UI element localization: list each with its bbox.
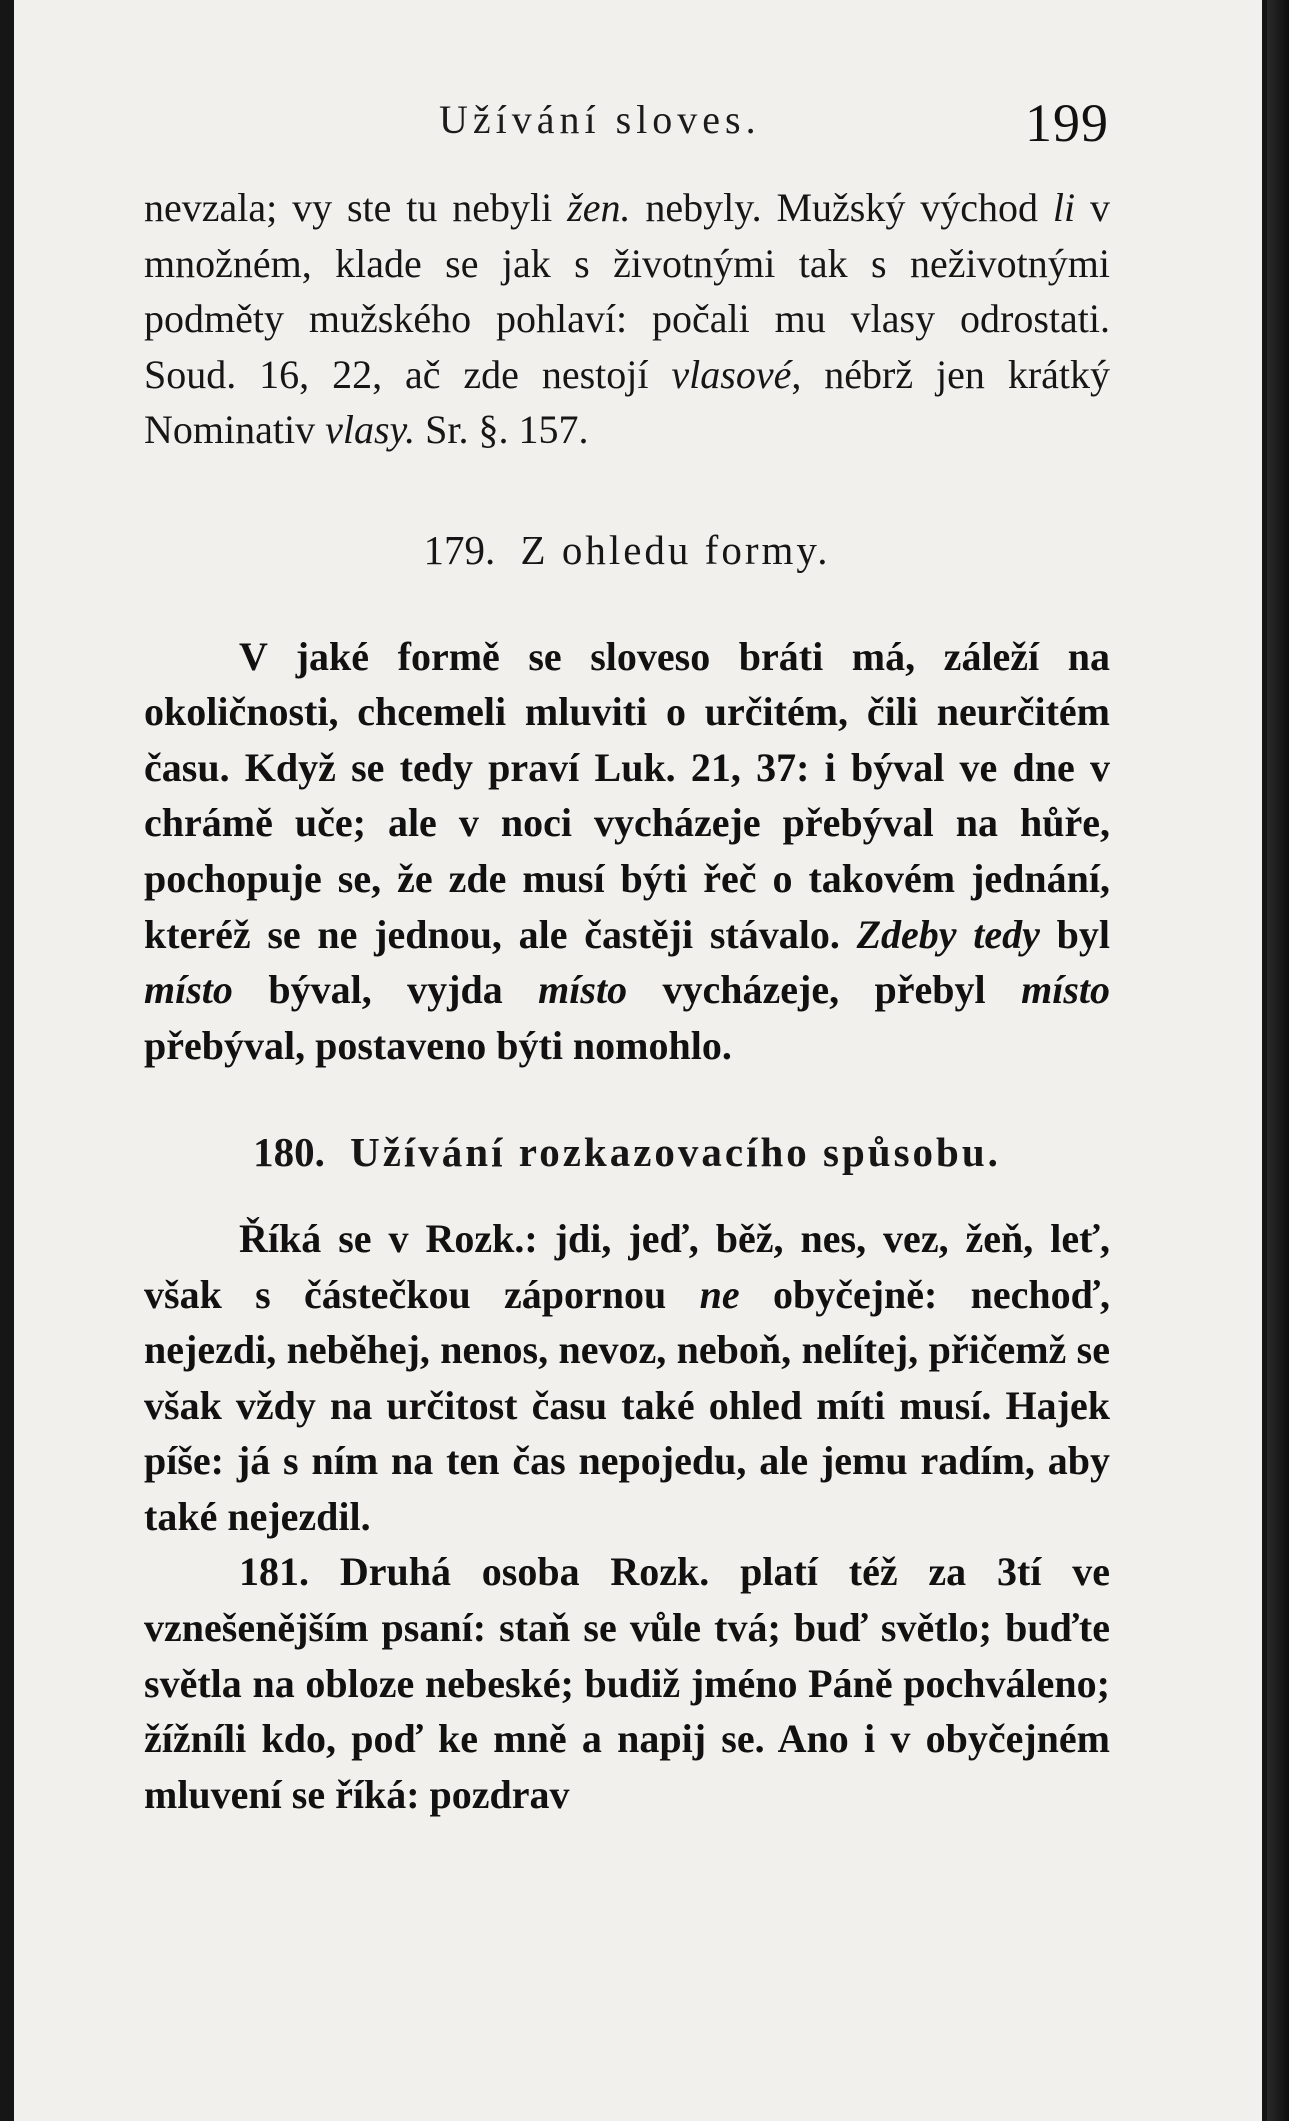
section-179-paragraph: V jaké formě se sloveso bráti má, záleží na okoličnosti, chcemeli mluviti o určitém, čili neurčitém času. Když se tedy praví Luk. 21, 37: i býval ve dne v chrámě uče; ale v noci vycházeje přebýval na hůře, pochopuje se, že zde musí býti řeč o takovém jednání, kteréž se ne jednou, ale častěji stávalo. Zdeby tedy byl místo býval, vyjda místo vycházeje, přebyl místo přebýval, postaveno býti nomohlo. <box>144 633 1111 1068</box>
section-181-number: 181. <box>239 1549 309 1595</box>
running-head <box>139 92 1109 162</box>
section-181-paragraph: 181. Druhá osoba Rozk. platí též za 3tí ve vznešenějším psaní: staň se vůle tvá; buď světlo; buďte světla na obloze nebeské; budiž jméno Páně pochváleno; žížníli kdo, poď ke mně a napij se. Ano i v obyčejném mluvení se říká: pozdrav <box>144 1549 1110 1817</box>
page-number: 199 <box>1025 93 1109 153</box>
continuation-paragraph: nevzala; vy ste tu nebyli žen. nebyly. Mužský východ li v množném, klade se jak s životnými tak s neživotnými podměty mužského pohlaví: počali mu vlasy odrostati. Soud. 16, 22, ač zde nestojí vlasové, nébrž jen krátký Nominativ vlasy. Sr. §. 157. <box>144 185 1111 453</box>
page-body <box>144 180 1110 1822</box>
section-180-title: Užívání rozkazovacího spůsobu. <box>350 1129 1001 1176</box>
section-180-number: 180. <box>253 1129 325 1176</box>
book-spine-edge <box>1267 0 1289 2121</box>
running-title: Užívání sloves. <box>439 97 761 142</box>
section-179-number: 179. <box>423 526 496 573</box>
section-180-paragraph: Říká se v Rozk.: jdi, jeď, běž, nes, vez, žeň, leť, však s částečkou zápornou ne obyčejně: nechoď, nejezdi, neběhej, nenos, nevoz, neboň, nelítej, přičemž se však vždy na určitost času také ohled míti musí. Hajek píše: já s ním na ten čas nepojedu, ale jemu radím, aby také nejezdil. <box>144 1215 1111 1539</box>
book-page <box>14 0 1262 2121</box>
section-179-title: Z ohledu formy. <box>520 526 831 573</box>
section-180-heading <box>144 1125 1110 1181</box>
section-179-heading <box>144 523 1110 579</box>
